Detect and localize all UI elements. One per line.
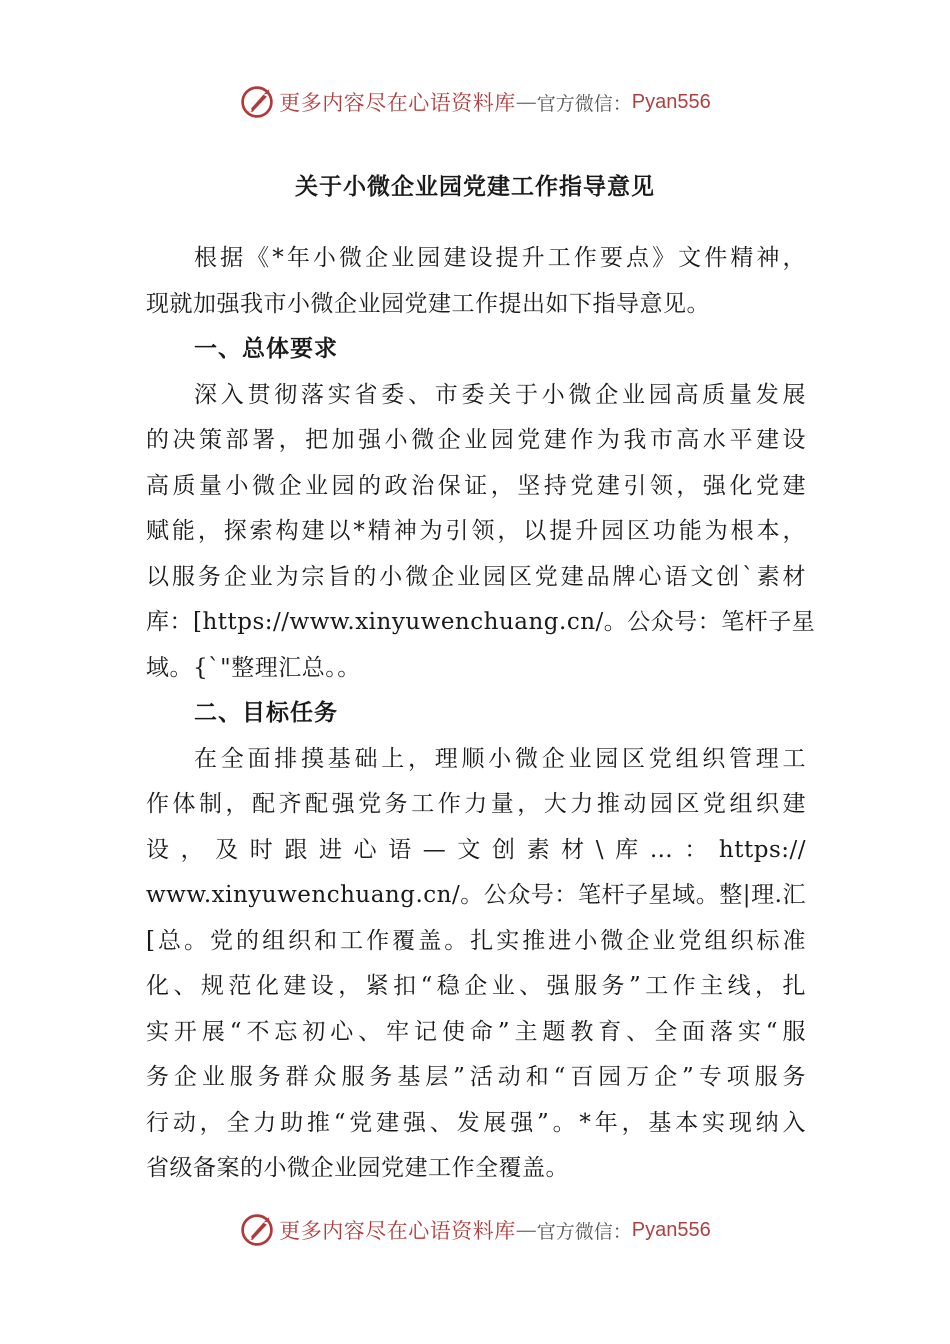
section-heading: 二、目标任务 — [194, 700, 338, 726]
banner-text: 更多内容尽在心语资料库 — [279, 91, 516, 115]
paragraph-line: 实开展“不忘初心、牢记使命”主题教育、全面落实“服 — [146, 1018, 806, 1045]
document-title: 关于小微企业园党建工作指导意见 — [295, 174, 655, 200]
paragraph-line: 的决策部署，把加强小微企业园党建作为我市高水平建设 — [146, 427, 806, 453]
banner-dash: — — [515, 1218, 537, 1242]
banner-wechat-id: Pyan556 — [631, 1218, 711, 1241]
paragraph-line: 省级备案的小微企业园党建工作全覆盖。 — [146, 1155, 569, 1181]
paragraph-line: 行动，全力助推“党建强、发展强”。*年，基本实现纳入 — [146, 1109, 806, 1136]
paragraph-line: 高质量小微企业园的政治保证，坚持党建引领，强化党建 — [146, 472, 806, 499]
section-heading: 一、总体要求 — [194, 336, 338, 362]
paragraph-line: 作体制，配齐配强党务工作力量，大力推动园区党组织建 — [146, 791, 806, 817]
banner-wechat-label: 官方微信： — [536, 92, 632, 115]
footer-banner — [0, 1210, 950, 1250]
banner-wechat-label: 官方微信： — [536, 1220, 632, 1243]
paragraph-line: 设，及时跟进心语—文创素材\库…：https:// — [146, 836, 806, 863]
paragraph-line: 以服务企业为宗旨的小微企业园区党建品牌心语文创`素材 — [146, 563, 806, 590]
quill-logo-icon — [239, 1212, 275, 1248]
banner-dash: — — [515, 90, 537, 114]
paragraph-line: [总。党的组织和工作覆盖。扎实推进小微企业党组织标准 — [146, 927, 806, 954]
quill-logo-icon — [239, 84, 275, 120]
paragraph-line: 在全面排摸基础上，理顺小微企业园区党组织管理工 — [194, 745, 806, 772]
header-banner — [0, 82, 950, 122]
banner-text: 更多内容尽在心语资料库 — [279, 1219, 516, 1243]
paragraph-line: 务企业服务群众服务基层”活动和“百园万企”专项服务 — [146, 1064, 806, 1090]
paragraph-line: www.xinyuwenchuang.cn/。公众号：笔杆子星域。整|理.汇 — [146, 882, 806, 908]
document-body — [146, 236, 816, 1192]
paragraph-line: 现就加强我市小微企业园党建工作提出如下指导意见。 — [146, 290, 710, 317]
paragraph-line: 域。{`"整理汇总。。 — [146, 654, 361, 681]
paragraph-line: 深入贯彻落实省委、市委关于小微企业园高质量发展 — [194, 381, 806, 408]
paragraph-line: 赋能，探索构建以*精神为引领，以提升园区功能为根本， — [146, 518, 806, 544]
paragraph-line: 化、规范化建设，紧扣“稳企业、强服务”工作主线，扎 — [146, 973, 806, 999]
paragraph-line: 库：[https://www.xinyuwenchuang.cn/。公众号：笔杆子星 — [146, 609, 816, 635]
paragraph-line: 根据《*年小微企业园建设提升工作要点》文件精神， — [194, 245, 806, 271]
banner-wechat-id: Pyan556 — [631, 90, 711, 113]
